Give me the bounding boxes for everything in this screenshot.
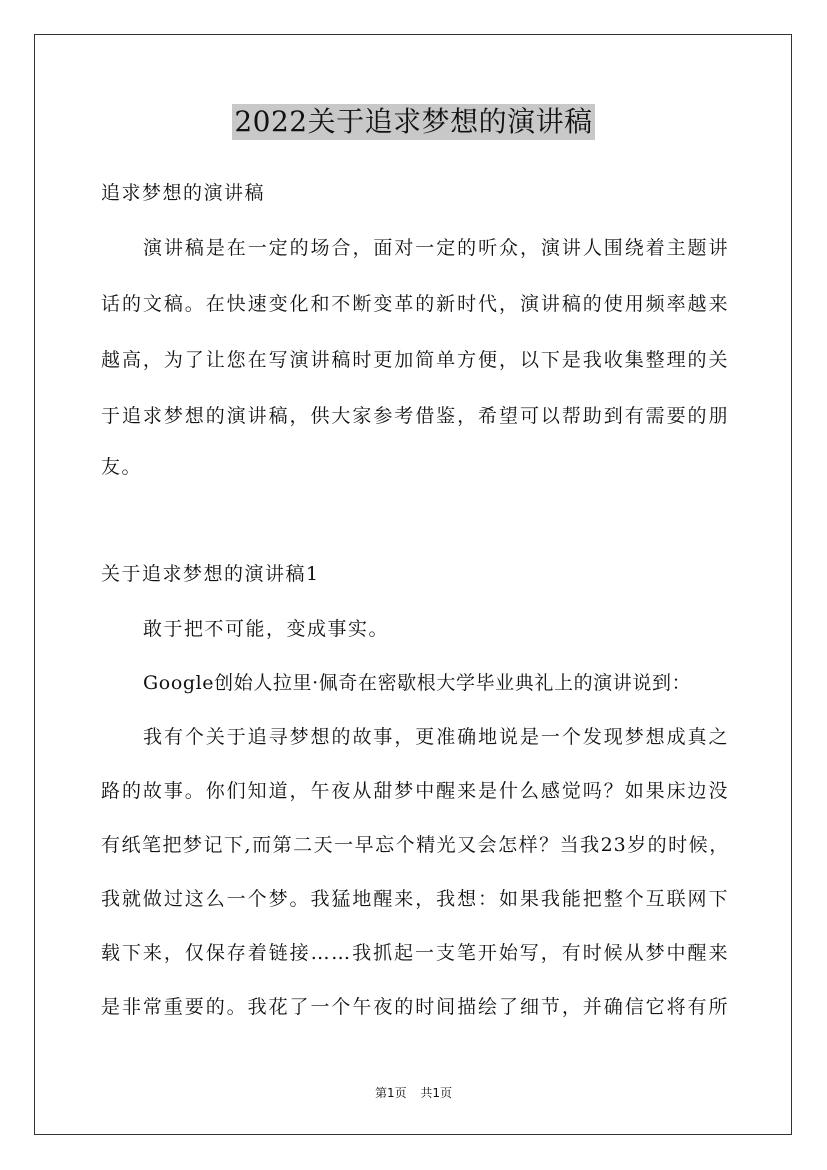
intro-line: 友。: [101, 456, 143, 478]
paragraph: Google创始人拉里·佩奇在密歇根大学毕业典礼上的演讲说到：: [143, 672, 692, 694]
story-line: 我就做过这么一个梦。我猛地醒来，我想：如果我能把整个互联网下: [101, 888, 729, 910]
page-number: 第1页: [374, 1086, 407, 1100]
section-heading: 关于追求梦想的演讲稿1: [101, 563, 320, 585]
paragraph: 敢于把不可能，变成事实。: [143, 618, 390, 640]
document-title-wrapper: [0, 104, 827, 140]
intro-line: 越高，为了让您在写演讲稿时更加简单方便，以下是我收集整理的关: [101, 349, 729, 371]
story-line: 我有个关于追寻梦想的故事，更准确地说是一个发现梦想成真之: [143, 726, 729, 748]
intro-line: 于追求梦想的演讲稿，供大家参考借鉴，希望可以帮助到有需要的朋: [101, 405, 729, 427]
story-line: 是非常重要的。我花了一个午夜的时间描绘了细节，并确信它将有所: [101, 996, 729, 1018]
story-line: 路的故事。你们知道，午夜从甜梦中醒来是什么感觉吗？如果床边没: [101, 780, 729, 802]
intro-line: 演讲稿是在一定的场合，面对一定的听众，演讲人围绕着主题讲: [143, 237, 729, 259]
intro-line: 话的文稿。在快速变化和不断变革的新时代，演讲稿的使用频率越来: [101, 293, 729, 315]
document-subtitle: 追求梦想的演讲稿: [101, 182, 266, 204]
document-title: 2022关于追求梦想的演讲稿: [234, 105, 593, 138]
page-total: 共1页: [420, 1086, 453, 1100]
story-line: 载下来，仅保存着链接……我抓起一支笔开始写，有时候从梦中醒来: [101, 942, 729, 964]
page-footer: [0, 1085, 827, 1101]
story-line: 有纸笔把梦记下,而第二天一早忘个精光又会怎样？当我23岁的时候，: [101, 834, 729, 856]
